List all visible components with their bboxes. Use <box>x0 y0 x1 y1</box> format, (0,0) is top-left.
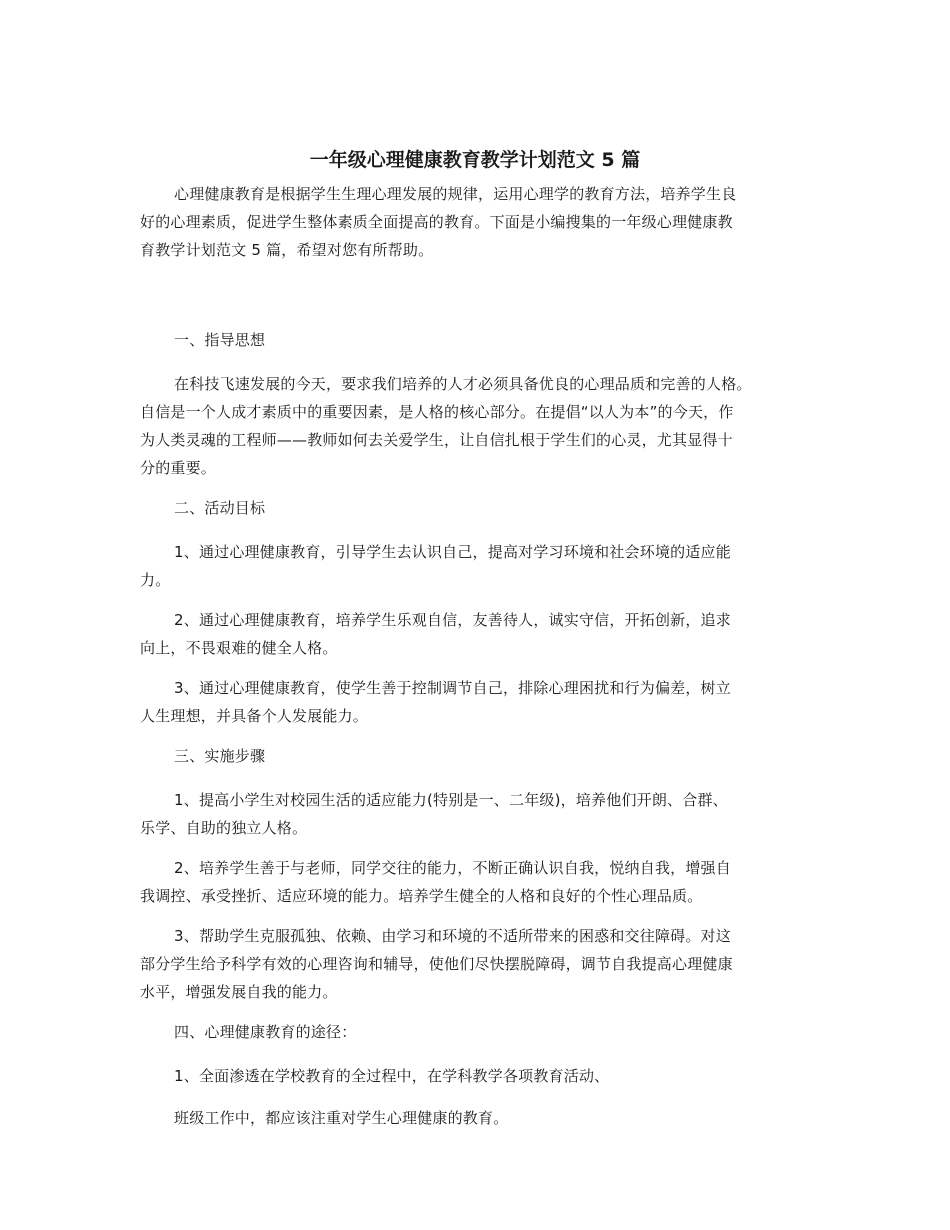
section-heading: 二、活动目标 <box>174 499 266 517</box>
body-paragraph <box>140 1062 810 1090</box>
body-paragraph <box>140 370 810 482</box>
body-paragraph <box>140 538 810 594</box>
text-line: 1、通过心理健康教育，引导学生去认识自己，提高对学习环境和社会环境的适应能 <box>174 543 731 561</box>
text-line: 好的心理素质，促进学生整体素质全面提高的教育。下面是小编搜集的一年级心理健康教 <box>140 213 733 231</box>
body-paragraph <box>140 606 810 662</box>
section-heading: 三、实施步骤 <box>174 747 266 765</box>
document-body <box>140 180 810 1146</box>
document-title: 一年级心理健康教育教学计划范文 5 篇 <box>309 149 641 171</box>
text-line: 分的重要。 <box>140 459 217 477</box>
text-line: 2、通过心理健康教育，培养学生乐观自信，友善待人，诚实守信，开拓创新，追求 <box>174 611 731 629</box>
text-line: 部分学生给予科学有效的心理咨询和辅导，使他们尽快摆脱障碍，调节自我提高心理健康 <box>140 955 733 973</box>
text-line: 力。 <box>140 571 171 589</box>
text-line: 向上，不畏艰难的健全人格。 <box>140 639 338 657</box>
body-paragraph <box>140 1104 810 1132</box>
body-paragraph <box>140 922 810 1006</box>
text-line: 我调控、承受挫折、适应环境的能力。培养学生健全的人格和良好的个性心理品质。 <box>140 887 703 905</box>
text-line: 人生理想，并具备个人发展能力。 <box>140 707 369 725</box>
text-line: 在科技飞速发展的今天，要求我们培养的人才必须具备优良的心理品质和完善的人格。 <box>174 375 752 393</box>
text-line: 心理健康教育是根据学生生理心理发展的规律，运用心理学的教育方法，培养学生良 <box>174 185 737 203</box>
intro-paragraph <box>140 180 810 264</box>
text-line: 3、帮助学生克服孤独、依赖、由学习和环境的不适所带来的困惑和交往障碍。对这 <box>174 927 731 945</box>
text-line: 2、培养学生善于与老师，同学交往的能力，不断正确认识自我，悦纳自我，增强自 <box>174 859 731 877</box>
body-paragraph <box>140 786 810 842</box>
text-line: 1、提高小学生对校园生活的适应能力(特别是一、二年级)，培养他们开朗、合群、 <box>174 791 728 809</box>
text-line: 育教学计划范文 5 篇，希望对您有所帮助。 <box>140 241 434 259</box>
text-line: 自信是一个人成才素质中的重要因素，是人格的核心部分。在提倡“以人为本”的今天，作 <box>140 403 734 421</box>
text-line: 乐学、自助的独立人格。 <box>140 819 308 837</box>
body-paragraph <box>140 854 810 910</box>
section-heading: 四、心理健康教育的途径： <box>174 1023 357 1041</box>
text-line: 1、全面渗透在学校教育的全过程中，在学科教学各项教育活动、 <box>174 1067 610 1085</box>
text-line: 班级工作中，都应该注重对学生心理健康的教育。 <box>174 1109 509 1127</box>
text-line: 为人类灵魂的工程师——教师如何去关爱学生，让自信扎根于学生们的心灵，尤其显得十 <box>140 431 733 449</box>
body-paragraph <box>140 674 810 730</box>
text-line: 水平，增强发展自我的能力。 <box>140 983 338 1001</box>
text-line: 3、通过心理健康教育，使学生善于控制调节自己，排除心理困扰和行为偏差，树立 <box>174 679 731 697</box>
section-heading: 一、指导思想 <box>174 331 266 349</box>
